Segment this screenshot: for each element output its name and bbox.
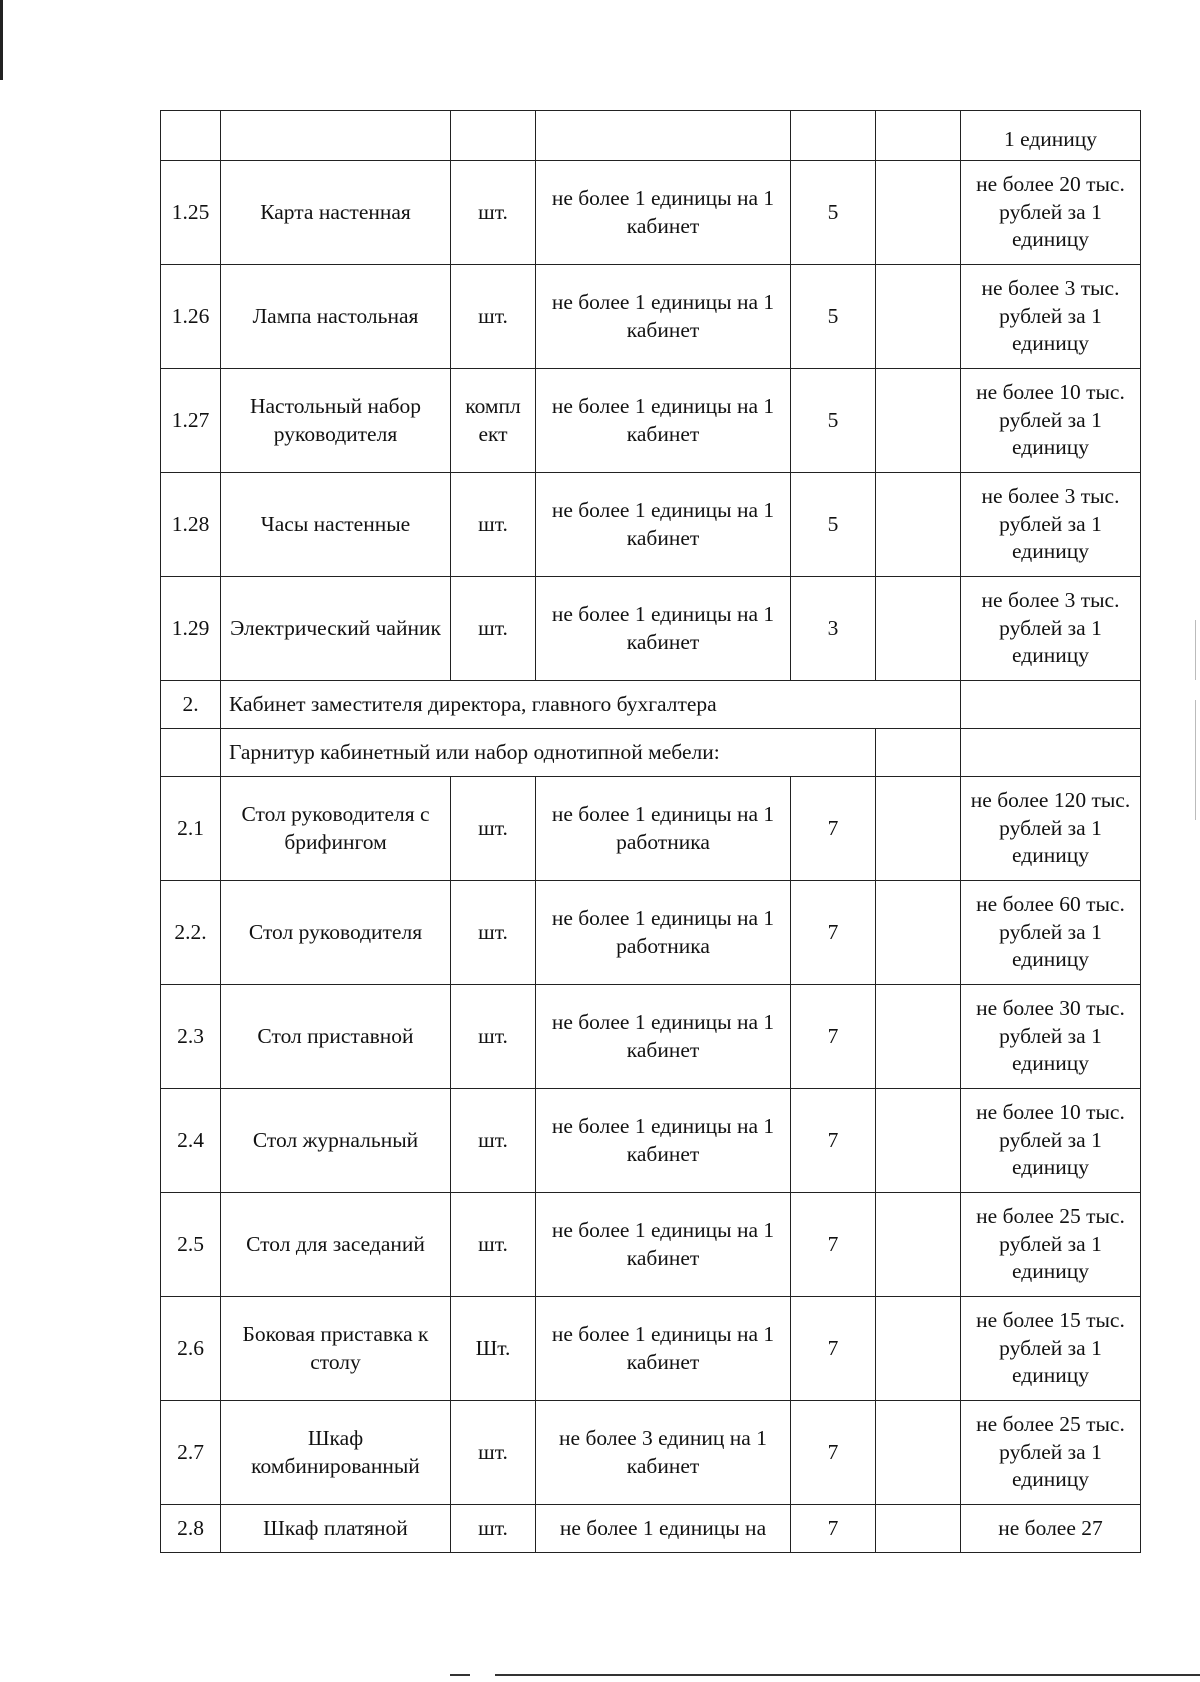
- cell-price: не более 27: [961, 1505, 1141, 1553]
- subsection-title: Гарнитур кабинетный или набор однотипной мебели:: [221, 729, 876, 777]
- cell-num: 2.4: [161, 1089, 221, 1193]
- cell-norm: не более 1 единицы на 1 кабинет: [536, 1089, 791, 1193]
- cell-unit: шт.: [451, 577, 536, 681]
- cell-name: Боковая приставка к столу: [221, 1297, 451, 1401]
- cell-name: [221, 111, 451, 161]
- cell-name: Карта настенная: [221, 161, 451, 265]
- cell-norm: не более 1 единицы на 1 кабинет: [536, 369, 791, 473]
- cell-extra: [876, 473, 961, 577]
- cell-price: не более 3 тыс. рублей за 1 единицу: [961, 265, 1141, 369]
- cell-norm: [536, 111, 791, 161]
- cell-unit: шт.: [451, 1401, 536, 1505]
- cell-norm: не более 1 единицы на 1 кабинет: [536, 577, 791, 681]
- cell-price: не более 15 тыс. рублей за 1 единицу: [961, 1297, 1141, 1401]
- cell-years: 5: [791, 161, 876, 265]
- cell-years: 7: [791, 1297, 876, 1401]
- cell-name: Шкаф комбинированный: [221, 1401, 451, 1505]
- cell-price: не более 25 тыс. рублей за 1 единицу: [961, 1193, 1141, 1297]
- cell-unit: шт.: [451, 985, 536, 1089]
- cell-years: 7: [791, 881, 876, 985]
- cell-extra: [876, 1401, 961, 1505]
- cell-norm: не более 3 единиц на 1 кабинет: [536, 1401, 791, 1505]
- cell-name: Стол для заседаний: [221, 1193, 451, 1297]
- cell-num: [161, 729, 221, 777]
- cell-unit: шт.: [451, 473, 536, 577]
- cell-price: не более 30 тыс. рублей за 1 единицу: [961, 985, 1141, 1089]
- scan-edge-mark: [1195, 700, 1196, 820]
- cell-extra: [876, 729, 961, 777]
- cell-extra: [876, 369, 961, 473]
- cell-price: не более 3 тыс. рублей за 1 единицу: [961, 577, 1141, 681]
- scan-edge-mark: [1195, 620, 1196, 680]
- cell-price: 1 единицу: [961, 111, 1141, 161]
- cell-extra: [876, 111, 961, 161]
- cell-unit: шт.: [451, 161, 536, 265]
- cell-years: 7: [791, 985, 876, 1089]
- cell-price: не более 60 тыс. рублей за 1 единицу: [961, 881, 1141, 985]
- cell-norm: не более 1 единицы на 1 кабинет: [536, 985, 791, 1089]
- table-row-continued: [161, 111, 1141, 161]
- table-row: [161, 1401, 1141, 1505]
- cell-price: не более 25 тыс. рублей за 1 единицу: [961, 1401, 1141, 1505]
- cell-years: 5: [791, 369, 876, 473]
- cell-unit: шт.: [451, 881, 536, 985]
- cell-years: [791, 111, 876, 161]
- table-row: [161, 265, 1141, 369]
- cell-norm: не более 1 единицы на: [536, 1505, 791, 1553]
- cell-norm: не более 1 единицы на 1 кабинет: [536, 1297, 791, 1401]
- cell-unit: шт.: [451, 777, 536, 881]
- cell-norm: не более 1 единицы на 1 кабинет: [536, 473, 791, 577]
- cell-name: Стол руководителя: [221, 881, 451, 985]
- table-row: [161, 1193, 1141, 1297]
- cell-name: Стол руководителя с брифингом: [221, 777, 451, 881]
- cell-num: 2.8: [161, 1505, 221, 1553]
- scan-edge-mark: [450, 1674, 470, 1676]
- cell-name: Часы настенные: [221, 473, 451, 577]
- table-row: [161, 1089, 1141, 1193]
- cell-extra: [876, 1505, 961, 1553]
- subsection-row: [161, 729, 1141, 777]
- scan-edge-mark: [0, 0, 3, 80]
- cell-num: 1.27: [161, 369, 221, 473]
- table-row: [161, 369, 1141, 473]
- cell-unit: [451, 111, 536, 161]
- cell-extra: [876, 1089, 961, 1193]
- norms-table: [160, 110, 1141, 1553]
- cell-num: 2.7: [161, 1401, 221, 1505]
- cell-norm: не более 1 единицы на 1 кабинет: [536, 161, 791, 265]
- cell-num: 1.29: [161, 577, 221, 681]
- cell-extra: [876, 1297, 961, 1401]
- cell-num: 2.3: [161, 985, 221, 1089]
- cell-price: не более 120 тыс. рублей за 1 единицу: [961, 777, 1141, 881]
- cell-name: Стол приставной: [221, 985, 451, 1089]
- cell-price: не более 20 тыс. рублей за 1 единицу: [961, 161, 1141, 265]
- cell-price: [961, 729, 1141, 777]
- cell-unit: шт.: [451, 1505, 536, 1553]
- table-row: [161, 577, 1141, 681]
- table-row: [161, 985, 1141, 1089]
- table-row: [161, 473, 1141, 577]
- section-row: [161, 681, 1141, 729]
- scan-edge-mark: [495, 1674, 1200, 1676]
- table-row: [161, 777, 1141, 881]
- cell-years: 7: [791, 1505, 876, 1553]
- cell-unit: шт.: [451, 1089, 536, 1193]
- table-row: [161, 1505, 1141, 1553]
- cell-norm: не более 1 единицы на 1 работника: [536, 881, 791, 985]
- cell-norm: не более 1 единицы на 1 кабинет: [536, 265, 791, 369]
- section-title: Кабинет заместителя директора, главного бухгалтера: [221, 681, 961, 729]
- cell-unit: шт.: [451, 1193, 536, 1297]
- cell-price: не более 10 тыс. рублей за 1 единицу: [961, 1089, 1141, 1193]
- cell-years: 7: [791, 777, 876, 881]
- cell-num: 1.28: [161, 473, 221, 577]
- cell-num: 1.25: [161, 161, 221, 265]
- cell-years: 5: [791, 473, 876, 577]
- cell-name: Лампа настольная: [221, 265, 451, 369]
- cell-years: 7: [791, 1089, 876, 1193]
- cell-num: 1.26: [161, 265, 221, 369]
- cell-price: не более 3 тыс. рублей за 1 единицу: [961, 473, 1141, 577]
- section-number: 2.: [161, 681, 221, 729]
- cell-price: [961, 681, 1141, 729]
- cell-extra: [876, 985, 961, 1089]
- cell-extra: [876, 777, 961, 881]
- table-row: [161, 1297, 1141, 1401]
- cell-num: 2.1: [161, 777, 221, 881]
- cell-num: 2.2.: [161, 881, 221, 985]
- cell-num: 2.6: [161, 1297, 221, 1401]
- cell-extra: [876, 881, 961, 985]
- cell-name: Настольный набор руководителя: [221, 369, 451, 473]
- cell-unit: шт.: [451, 265, 536, 369]
- table-row: [161, 161, 1141, 265]
- cell-name: Стол журнальный: [221, 1089, 451, 1193]
- cell-unit: Шт.: [451, 1297, 536, 1401]
- cell-num: [161, 111, 221, 161]
- cell-years: 3: [791, 577, 876, 681]
- cell-unit: компл ект: [451, 369, 536, 473]
- cell-price: не более 10 тыс. рублей за 1 единицу: [961, 369, 1141, 473]
- cell-years: 5: [791, 265, 876, 369]
- cell-years: 7: [791, 1193, 876, 1297]
- cell-name: Шкаф платяной: [221, 1505, 451, 1553]
- cell-extra: [876, 577, 961, 681]
- cell-extra: [876, 1193, 961, 1297]
- cell-norm: не более 1 единицы на 1 работника: [536, 777, 791, 881]
- cell-years: 7: [791, 1401, 876, 1505]
- cell-extra: [876, 265, 961, 369]
- cell-norm: не более 1 единицы на 1 кабинет: [536, 1193, 791, 1297]
- cell-extra: [876, 161, 961, 265]
- cell-num: 2.5: [161, 1193, 221, 1297]
- cell-name: Электрический чайник: [221, 577, 451, 681]
- table-row: [161, 881, 1141, 985]
